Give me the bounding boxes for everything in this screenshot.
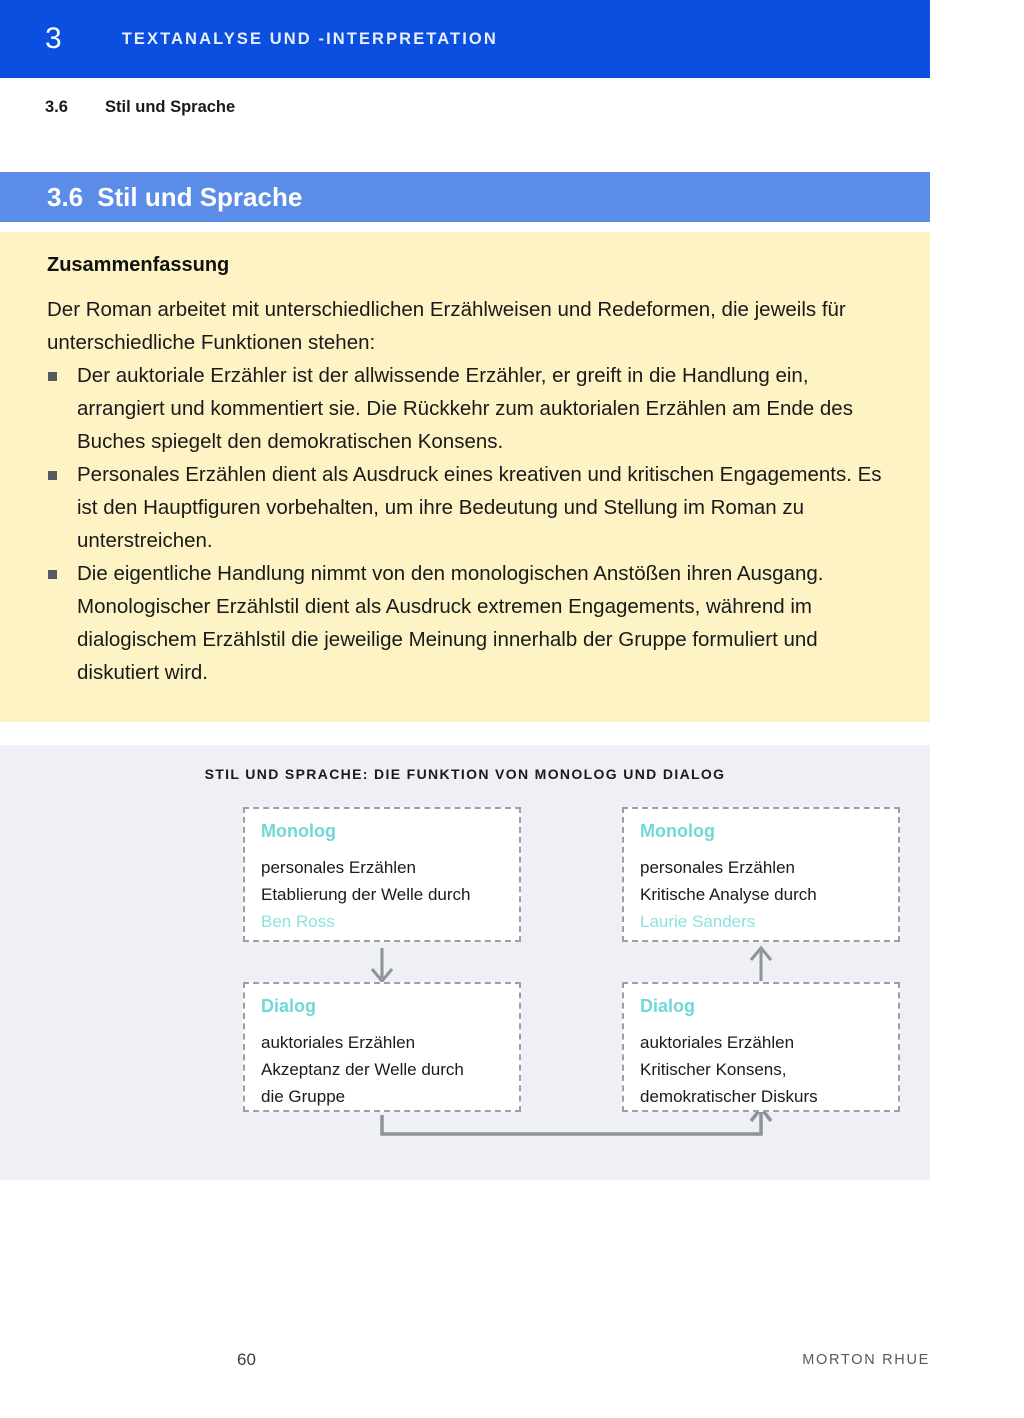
running-head-title: Stil und Sprache — [105, 98, 236, 116]
diagram-box-line-3: Laurie Sanders — [640, 912, 756, 931]
diagram-box-bottom-left — [243, 982, 521, 1112]
diagram-box-heading: Monolog — [261, 821, 336, 841]
diagram-box-line-3: demokratischer Diskurs — [640, 1087, 818, 1106]
arrow-down-left-icon — [372, 948, 392, 981]
running-head-number: 3.6 — [45, 98, 68, 116]
diagram-box-line-1: auktoriales Erzählen — [261, 1033, 416, 1052]
list-item — [47, 557, 900, 689]
chapter-number: 3 — [45, 22, 62, 55]
chapter-title: TEXTANALYSE UND -INTERPRETATION — [121, 29, 498, 48]
diagram-box-heading: Monolog — [640, 821, 715, 841]
summary-heading: Zusammenfassung — [47, 254, 230, 276]
diagram-box-line-1: personales Erzählen — [261, 858, 416, 877]
footer-author: MORTON RHUE — [802, 1352, 930, 1368]
section-title: Stil und Sprache — [97, 181, 303, 212]
running-head — [45, 98, 235, 117]
diagram-box-line-3: die Gruppe — [261, 1087, 346, 1106]
chapter-header-bar — [0, 0, 930, 78]
diagram-box-top-left — [243, 807, 521, 942]
diagram-box-line-1: personales Erzählen — [640, 858, 795, 877]
list-item — [47, 359, 900, 458]
diagram-box-top-right — [622, 807, 900, 942]
summary-intro-text: Der Roman arbeitet mit unterschiedlichen Erzählweisen und Redeformen, die jeweils für unterschiedliche Funktionen stehen: — [47, 298, 846, 354]
list-item-text: Personales Erzählen dient als Ausdruck eines kreativen und kritischen Engagements. Es ist den Hauptfiguren vorbehalten, um ihre Bedeutung und Stellung im Roman zu unterstreichen. — [77, 463, 882, 552]
diagram-box-heading: Dialog — [261, 996, 317, 1016]
diagram-box-line-2: Etablierung der Welle durch — [261, 885, 471, 904]
list-item-text: Der auktoriale Erzähler ist der allwissende Erzähler, er greift in die Handlung ein, arrangiert und kommentiert sie. Die Rückkehr zum auktorialen Erzählen am Ende des Buches spiegelt den demokratischen Konsens. — [77, 364, 853, 453]
diagram-box-line-2: Akzeptanz der Welle durch — [261, 1060, 464, 1079]
diagram-box-line-1: auktoriales Erzählen — [640, 1033, 795, 1052]
square-bullet-icon — [48, 372, 57, 381]
arrow-up-right-icon — [751, 948, 771, 981]
diagram-box-bottom-right — [622, 982, 900, 1112]
summary-box — [0, 232, 930, 722]
diagram-box-line-2: Kritischer Konsens, — [640, 1060, 787, 1079]
square-bullet-icon — [48, 471, 57, 480]
list-item — [47, 458, 900, 557]
diagram-box-line-2: Kritische Analyse durch — [640, 885, 817, 904]
summary-bullet-list — [47, 359, 900, 689]
section-number: 3.6 — [47, 181, 84, 212]
diagram-title: STIL UND SPRACHE: DIE FUNKTION VON MONOLOG UND DIALOG — [204, 766, 726, 782]
diagram-box-heading: Dialog — [640, 996, 696, 1016]
section-header-bar — [0, 172, 930, 222]
square-bullet-icon — [48, 570, 57, 579]
diagram-box-line-3: Ben Ross — [261, 912, 335, 931]
page-number: 60 — [237, 1350, 256, 1369]
list-item-text: Die eigentliche Handlung nimmt von den monologischen Anstößen ihren Ausgang. Monologischer Erzählstil dient als Ausdruck extremen Engagements, während im dialogischem Erzählstil die jeweilige Meinung innerhalb der Gruppe formuliert und diskutiert wird. — [77, 562, 824, 684]
